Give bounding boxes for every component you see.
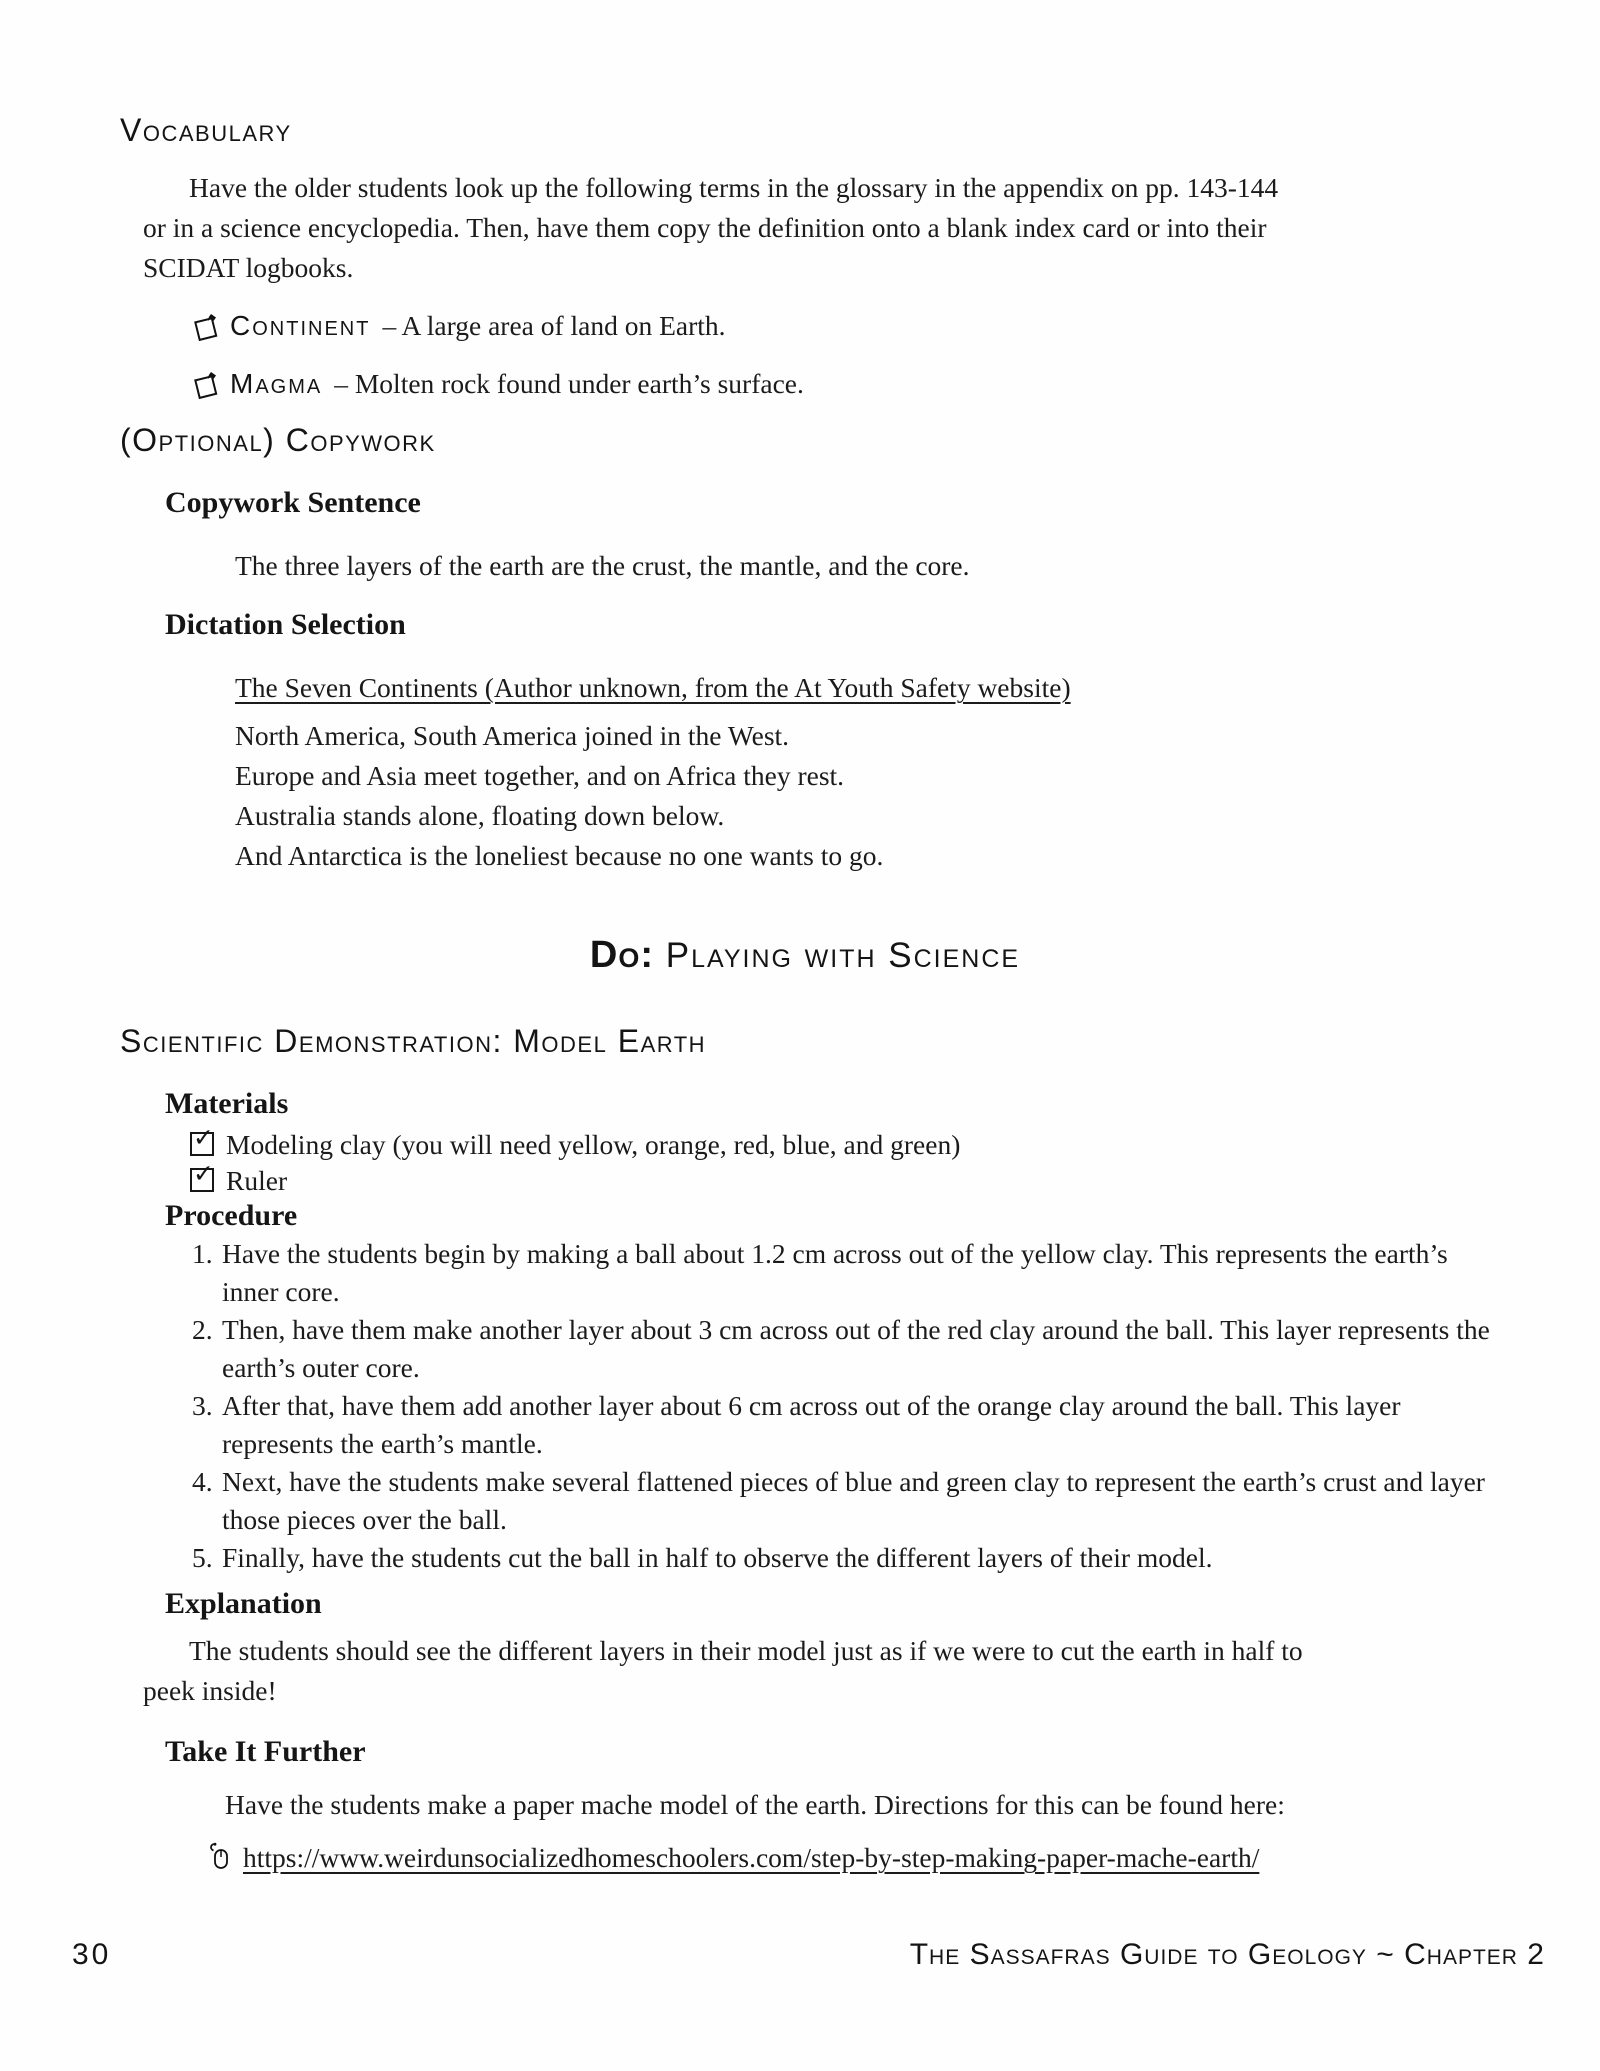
copywork-heading: (Optional) Copywork [120, 422, 436, 458]
page-number: 30 [72, 1938, 112, 1971]
poem-line: Australia stands alone, floating down below. [235, 800, 725, 831]
vocabulary-heading: Vocabulary [120, 112, 292, 148]
paper-mache-earth-link[interactable]: https://www.weirdunsocializedhomeschoolers.com/step-by-step-making-paper-mache-earth/ [243, 1842, 1260, 1873]
checked-checkbox-icon: ✓ [190, 1132, 214, 1156]
take-it-further-text: Have the students make a paper mache model of the earth. Directions for this can be found here: [225, 1789, 1285, 1820]
explanation-line: peek inside! [143, 1675, 277, 1706]
term-name: Continent [230, 310, 371, 341]
term-name: Magma [230, 368, 323, 399]
material-label: Modeling clay (you will need yellow, orange, red, blue, and green) [226, 1129, 961, 1160]
procedure-step: Have the students begin by making a ball about 1.2 cm across out of the yellow clay. This represents the earth’s inner core. [222, 1238, 1448, 1307]
material-item [190, 1159, 1490, 1199]
vocabulary-intro-line: or in a science encyclopedia. Then, have them copy the definition onto a blank index card or into their [143, 212, 1267, 243]
do-section-heading [120, 932, 1490, 979]
vocabulary-intro-line: SCIDAT logbooks. [143, 252, 354, 283]
pinned-note-icon [190, 309, 222, 343]
materials-checklist [190, 1123, 1490, 1199]
procedure-step: Next, have the students make several flattened pieces of blue and green clay to represent the earth’s crust and layer those pieces over the ball. [222, 1466, 1485, 1535]
materials-label: Materials [165, 1087, 289, 1120]
dictation-selection-label: Dictation Selection [165, 608, 406, 641]
scientific-demonstration-heading: Scientific Demonstration: Model Earth [120, 1023, 707, 1059]
take-it-further-label: Take It Further [165, 1735, 366, 1768]
term-definition: – A large area of land on Earth. [382, 310, 726, 341]
term-item [190, 364, 1490, 404]
vocabulary-intro-paragraph [143, 168, 1490, 288]
dictation-poem [235, 716, 1490, 876]
material-item [190, 1123, 1490, 1163]
term-definition: – Molten rock found under earth’s surface. [334, 368, 804, 399]
dictation-title: The Seven Continents (Author unknown, from the At Youth Safety website) [235, 672, 1071, 703]
pinned-note-icon [190, 367, 222, 401]
explanation-label: Explanation [165, 1587, 322, 1620]
copywork-sentence-label: Copywork Sentence [165, 486, 421, 519]
term-item [190, 306, 1490, 346]
vocabulary-intro-line: Have the older students look up the following terms in the glossary in the appendix on pp. 143-144 [189, 172, 1279, 203]
poem-line: North America, South America joined in the West. [235, 720, 790, 751]
procedure-step: Finally, have the students cut the ball in half to observe the different layers of their model. [222, 1542, 1213, 1573]
checked-checkbox-icon: ✓ [190, 1168, 214, 1192]
poem-line: And Antarctica is the loneliest because no one wants to go. [235, 840, 884, 871]
procedure-label: Procedure [165, 1199, 298, 1232]
copywork-sentence: The three layers of the earth are the crust, the mantle, and the core. [235, 550, 970, 581]
procedure-step: After that, have them add another layer about 6 cm across out of the orange clay around the ball. This layer represents the earth’s mantle. [222, 1390, 1401, 1459]
material-label: Ruler [226, 1165, 288, 1196]
mouse-click-icon [205, 1841, 233, 1873]
procedure-step: Then, have them make another layer about 3 cm across out of the red clay around the ball. This layer represents the earth’s outer core. [222, 1314, 1490, 1383]
poem-line: Europe and Asia meet together, and on Africa they rest. [235, 760, 845, 791]
do-heading-prefix: Do: [589, 934, 655, 976]
do-heading-rest: Playing with Science [654, 936, 1021, 975]
vocabulary-term-list [190, 306, 1490, 404]
external-link-row [205, 1839, 1490, 1877]
explanation-paragraph [143, 1631, 1490, 1711]
explanation-line: The students should see the different layers in their model just as if we were to cut the earth in half to [189, 1635, 1303, 1666]
procedure-steps [192, 1235, 1490, 1577]
footer-book-title: The Sassafras Guide to Geology ~ Chapter 2 [909, 1938, 1545, 1971]
